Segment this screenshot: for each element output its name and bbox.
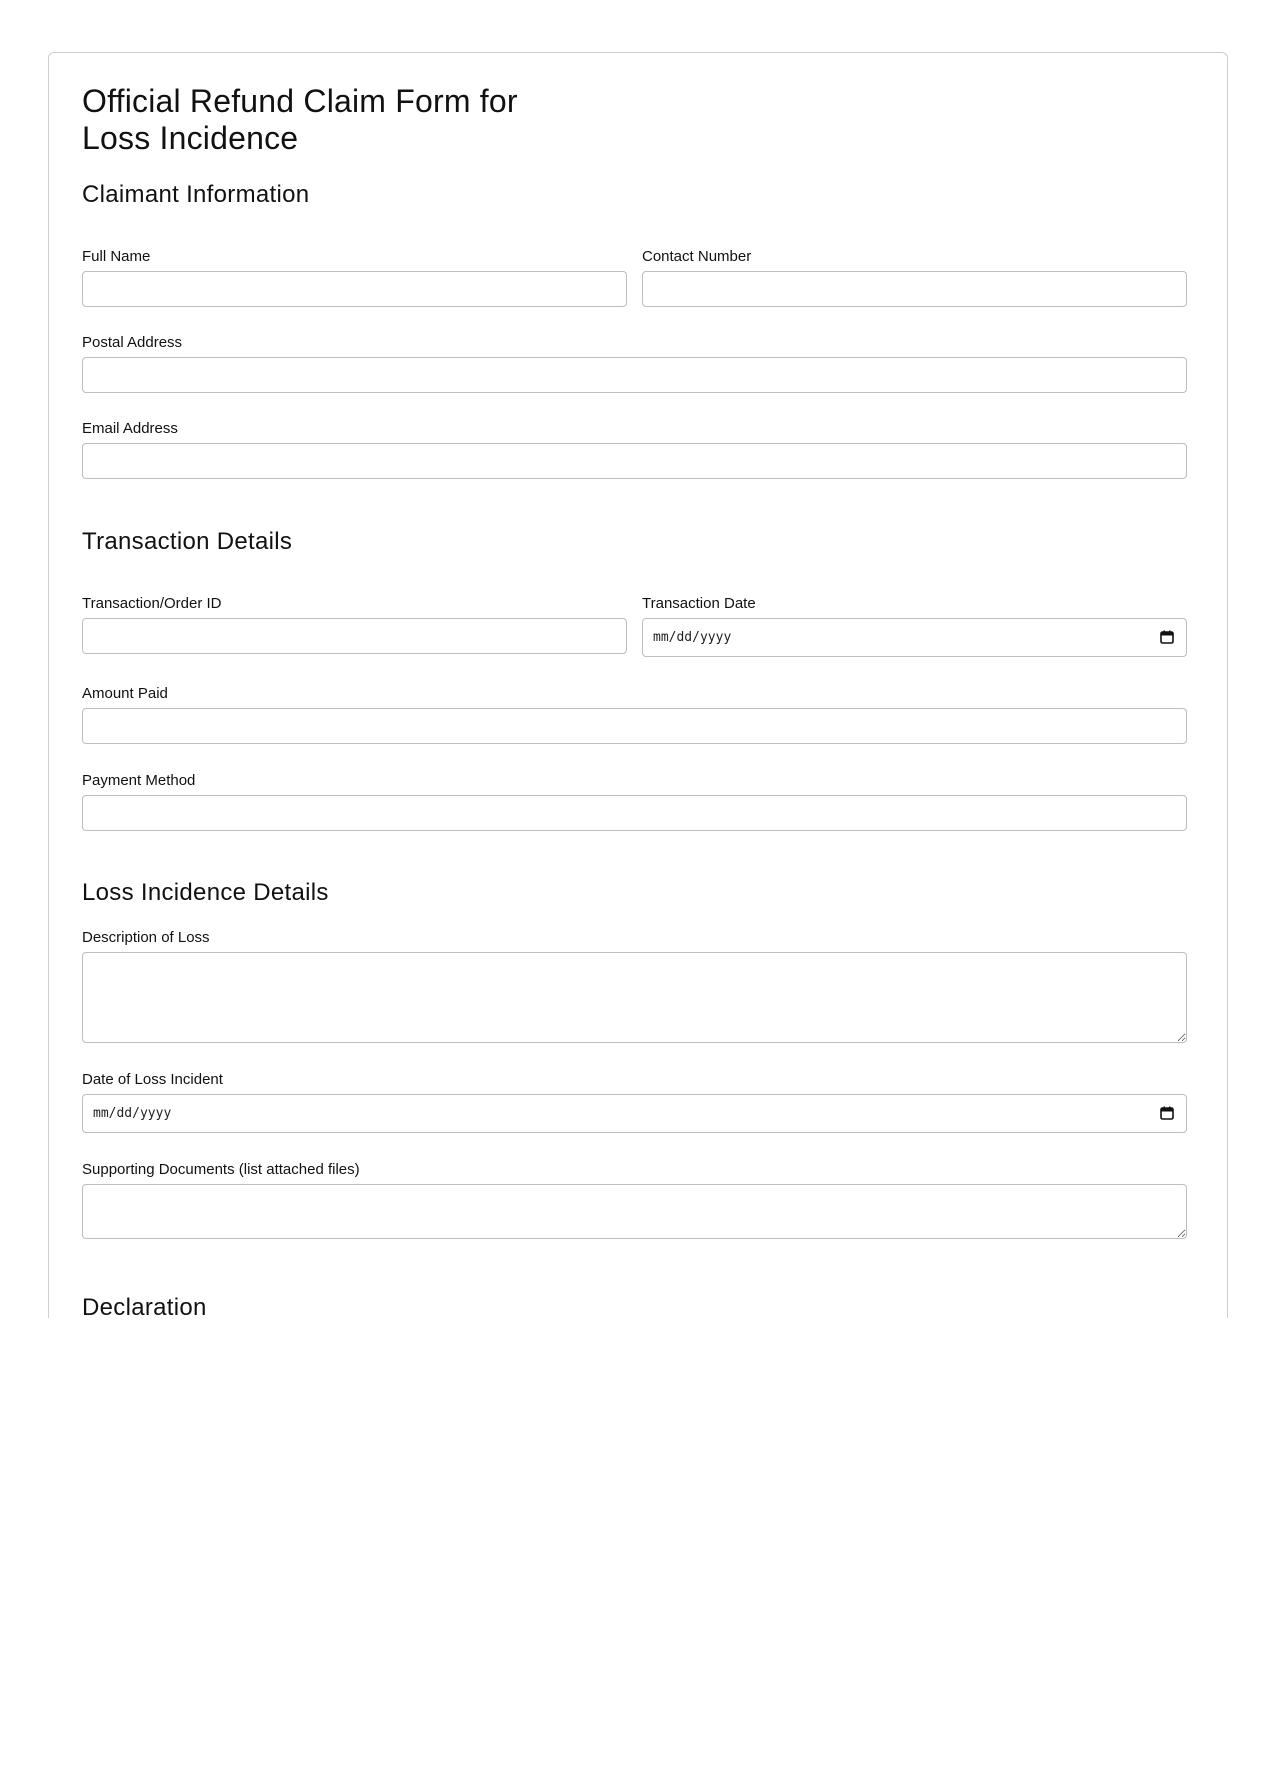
- postal-address-label: Postal Address: [82, 334, 183, 351]
- contact-number-label: Contact Number: [642, 248, 752, 265]
- amount-paid-label: Amount Paid: [82, 685, 168, 702]
- description-of-loss-textarea[interactable]: [82, 952, 1187, 1043]
- amount-paid-input[interactable]: [82, 708, 1187, 744]
- section-heading-claimant: Claimant Information: [82, 181, 310, 208]
- full-name-label: Full Name: [82, 248, 151, 265]
- payment-method-input[interactable]: [82, 795, 1187, 831]
- loss-date-value: mm/dd/yyyy: [93, 1106, 172, 1121]
- payment-method-label: Payment Method: [82, 772, 196, 789]
- transaction-date-value: mm/dd/yyyy: [653, 630, 732, 645]
- supporting-documents-textarea[interactable]: [82, 1184, 1187, 1239]
- order-id-input[interactable]: [82, 618, 627, 654]
- email-address-input[interactable]: [82, 443, 1187, 479]
- order-id-label: Transaction/Order ID: [82, 595, 222, 612]
- description-of-loss-wrapper: [82, 952, 1187, 1043]
- postal-address-input[interactable]: [82, 357, 1187, 393]
- loss-date-input[interactable]: [82, 1094, 1187, 1133]
- email-address-label: Email Address: [82, 420, 178, 437]
- supporting-documents-wrapper: [82, 1184, 1187, 1239]
- contact-number-input[interactable]: [642, 271, 1187, 307]
- section-heading-declaration: Declaration: [82, 1294, 207, 1318]
- calendar-icon[interactable]: [1160, 1106, 1174, 1120]
- section-heading-transaction: Transaction Details: [82, 528, 293, 555]
- transaction-date-input[interactable]: [642, 618, 1187, 657]
- calendar-icon[interactable]: [1160, 630, 1174, 644]
- description-of-loss-label: Description of Loss: [82, 929, 210, 946]
- transaction-date-label: Transaction Date: [642, 595, 756, 612]
- full-name-input[interactable]: [82, 271, 627, 307]
- supporting-documents-label: Supporting Documents (list attached files): [82, 1161, 360, 1178]
- form-card: [48, 52, 1228, 1318]
- form-title: Official Refund Claim Form for Loss Incidence: [82, 83, 518, 156]
- section-heading-loss: Loss Incidence Details: [82, 879, 329, 906]
- loss-date-label: Date of Loss Incident: [82, 1071, 223, 1088]
